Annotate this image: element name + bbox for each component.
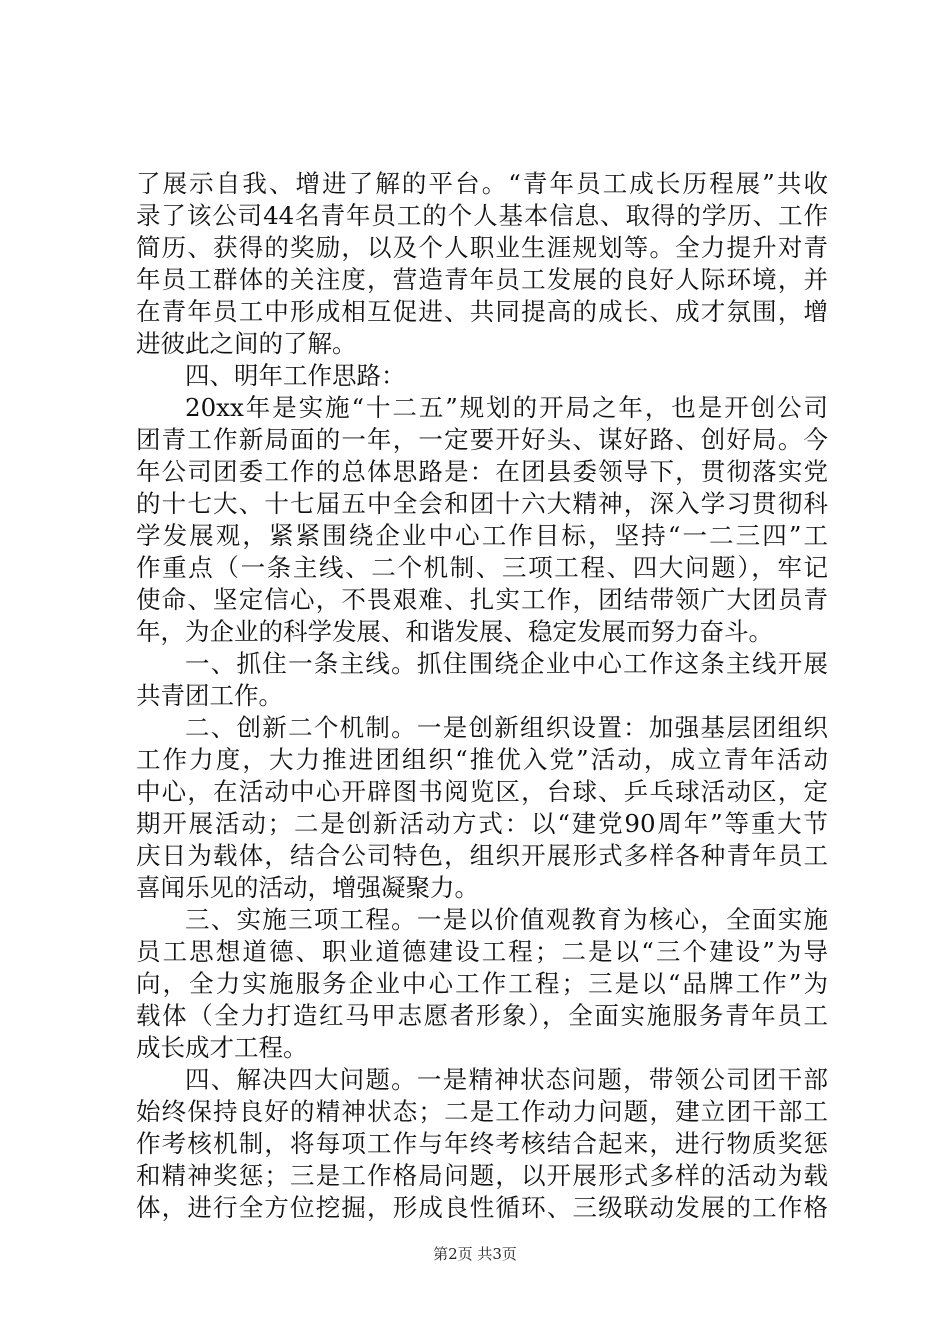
text-line: 作重点（一条主线、二个机制、三项工程、四大问题），牢记 bbox=[136, 553, 828, 582]
page-footer: 第2页 共3页 bbox=[433, 1245, 517, 1263]
text-line: 年，为企业的科学发展、和谐发展、稳定发展而努力奋斗。 bbox=[136, 617, 773, 646]
text-line: 年员工群体的关注度，营造青年员工发展的良好人际环境，并 bbox=[136, 265, 828, 294]
text-line: 期开展活动；二是创新活动方式：以“建党90周年”等重大节 bbox=[136, 809, 828, 838]
text-line: 了展示自我、增进了解的平台。“青年员工成长历程展”共收 bbox=[136, 169, 828, 198]
text-line: 载体（全力打造红马甲志愿者形象），全面实施服务青年员工 bbox=[136, 1001, 828, 1030]
text-line: 共青团工作。 bbox=[136, 681, 283, 710]
text-line: 四、解决四大问题。一是精神状态问题，带领公司团干部 bbox=[185, 1065, 828, 1094]
text-line: 向，全力实施服务企业中心工作工程；三是以“品牌工作”为 bbox=[136, 969, 828, 998]
text-line: 在青年员工中形成相互促进、共同提高的成长、成才氛围，增 bbox=[136, 297, 828, 326]
text-line: 体，进行全方位挖掘，形成良性循环、三级联动发展的工作格 bbox=[136, 1193, 828, 1222]
text-line: 录了该公司44名青年员工的个人基本信息、取得的学历、工作 bbox=[136, 201, 828, 230]
text-line: 中心，在活动中心开辟图书阅览区，台球、乒乓球活动区，定 bbox=[136, 777, 828, 806]
text-line: 二、创新二个机制。一是创新组织设置：加强基层团组织 bbox=[185, 713, 828, 742]
text-line: 员工思想道德、职业道德建设工程；二是以“三个建设”为导 bbox=[136, 937, 828, 966]
text-line: 庆日为载体，结合公司特色，组织开展形式多样各种青年员工 bbox=[136, 841, 828, 870]
text-line: 和精神奖惩；三是工作格局问题，以开展形式多样的活动为载 bbox=[136, 1161, 828, 1190]
text-line: 始终保持良好的精神状态；二是工作动力问题，建立团干部工 bbox=[136, 1097, 828, 1126]
text-line: 喜闻乐见的活动，增强凝聚力。 bbox=[136, 873, 479, 902]
text-line: 作考核机制，将每项工作与年终考核结合起来，进行物质奖惩 bbox=[136, 1129, 828, 1158]
text-line: 成长成才工程。 bbox=[136, 1033, 308, 1062]
text-line: 四、明年工作思路： bbox=[185, 361, 406, 390]
text-line: 工作力度，大力推进团组织“推优入党”活动，成立青年活动 bbox=[136, 745, 828, 774]
text-line: 团青工作新局面的一年，一定要开好头、谋好路、创好局。今 bbox=[136, 425, 828, 454]
text-line: 学发展观，紧紧围绕企业中心工作目标，坚持“一二三四”工 bbox=[136, 521, 828, 550]
text-line: 一、抓住一条主线。抓住围绕企业中心工作这条主线开展 bbox=[185, 649, 828, 678]
text-line: 20xx年是实施“十二五”规划的开局之年，也是开创公司 bbox=[185, 393, 828, 422]
text-line: 三、实施三项工程。一是以价值观教育为核心，全面实施 bbox=[185, 905, 828, 934]
document-body bbox=[136, 168, 828, 1224]
text-line: 简历、获得的奖励，以及个人职业生涯规划等。全力提升对青 bbox=[136, 233, 828, 262]
text-line: 年公司团委工作的总体思路是：在团县委领导下，贯彻落实党 bbox=[136, 457, 828, 486]
text-line: 使命、坚定信心，不畏艰难、扎实工作，团结带领广大团员青 bbox=[136, 585, 828, 614]
text-line: 的十七大、十七届五中全会和团十六大精神，深入学习贯彻科 bbox=[136, 489, 828, 518]
text-line: 进彼此之间的了解。 bbox=[136, 329, 357, 358]
